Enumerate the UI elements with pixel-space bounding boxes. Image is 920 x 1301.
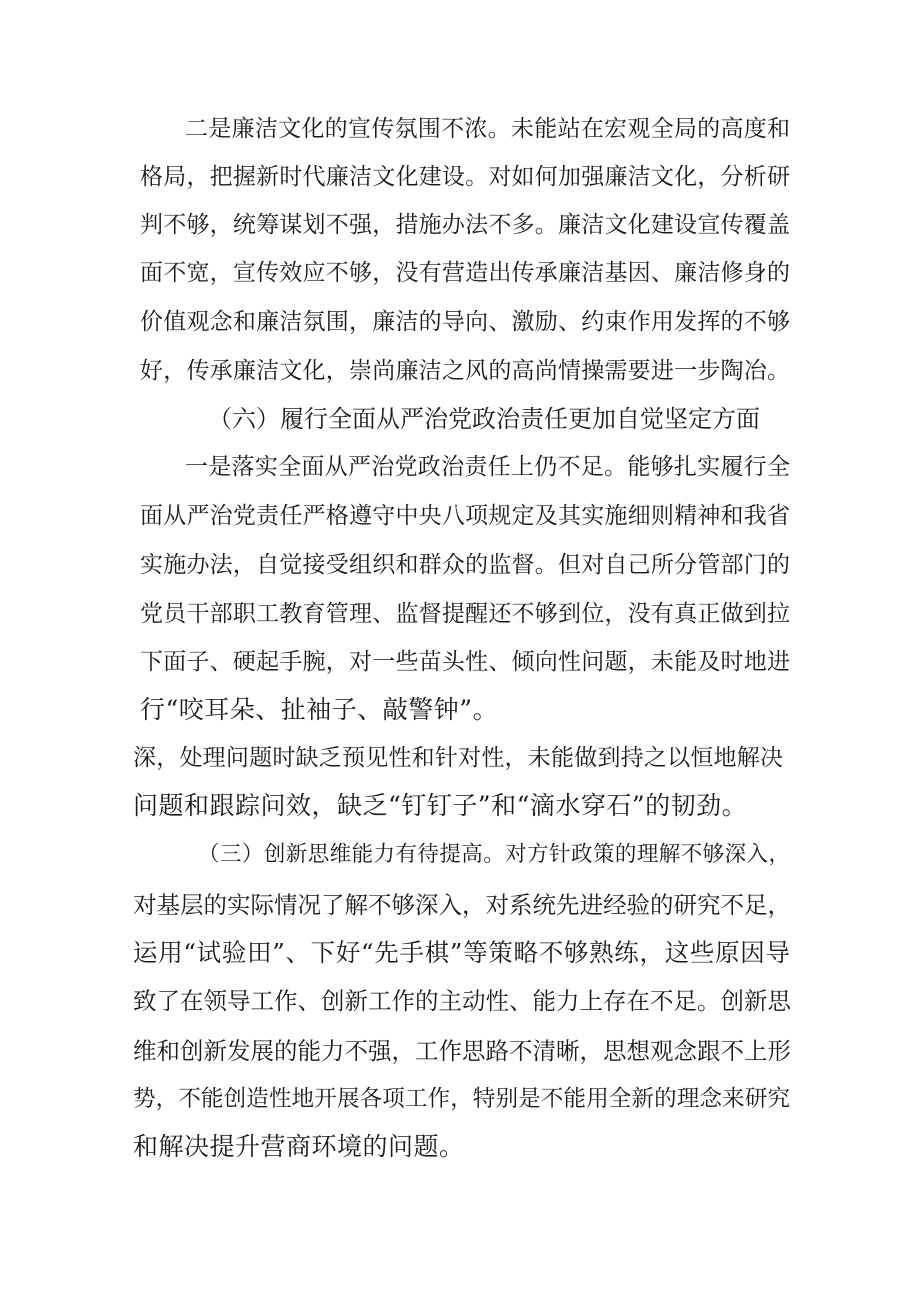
paragraph-4-line-5: 维和创新发展的能力不强，工作思路不清晰，思想观念跟不上形 — [133, 1037, 791, 1065]
paragraph-2-line-6: 行“咬耳朵、扯袖子、敲警钟”。 — [140, 695, 499, 724]
paragraph-4-line-6: 势，不能创造性地开展各项工作，特别是不能用全新的理念来研究 — [133, 1086, 790, 1112]
paragraph-4-line-3: 运用“试验田”、下好“先手棋”等策略不够熟练，这些原因导 — [133, 938, 790, 967]
paragraph-1-line-3: 判不够，统筹谋划不强，措施办法不多。廉洁文化建设宣传覆盖 — [140, 212, 790, 238]
paragraph-2-line-3: 实施办法，自觉接受组织和群众的监督。但对自己所分管部门的 — [140, 552, 790, 578]
paragraph-4-line-7: 和解决提升营商环境的问题。 — [133, 1132, 465, 1161]
paragraph-4-line-2: 对基层的实际情况了解不够深入，对系统先进经验的研究不足， — [133, 891, 791, 919]
paragraph-1-line-5: 价值观念和廉洁氛围，廉洁的导向、激励、约束作用发挥的不够 — [140, 309, 790, 335]
paragraph-2-line-5: 下面子、硬起手腕，对一些苗头性、倾向性问题，未能及时地进 — [140, 649, 790, 675]
paragraph-3-line-2: 问题和跟踪问效，缺乏“钉钉子”和“滴水穿石”的韧劲。 — [133, 791, 748, 820]
paragraph-1-line-2: 格局，把握新时代廉洁文化建设。对如何加强廉洁文化，分析研 — [140, 164, 790, 190]
paragraph-2-line-4: 党员干部职工教育管理、监督提醒还不够到位，没有真正做到拉 — [140, 601, 790, 627]
section-heading-6: （六）履行全面从严治党政治责任更加自觉坚定方面 — [208, 405, 760, 433]
paragraph-2-line-2: 面从严治党责任严格遵守中央八项规定及其实施细则精神和我省 — [140, 503, 790, 529]
paragraph-1-line-1: 二是廉洁文化的宣传氛围不浓。未能站在宏观全局的高度和 — [185, 116, 790, 142]
paragraph-4-line-1: （三）创新思维能力有待提高。对方针政策的理解不够深入， — [198, 842, 790, 867]
paragraph-4-line-4: 致了在领导工作、创新工作的主动性、能力上存在不足。创新思 — [133, 987, 791, 1015]
paragraph-1-line-6: 好，传承廉洁文化，崇尚廉洁之风的高尚情操需要进一步陶冶。 — [140, 358, 790, 384]
paragraph-3-line-1: 深，处理问题时缺乏预见性和针对性，未能做到持之以恒地解决 — [133, 745, 783, 771]
paragraph-1-line-4: 面不宽，宣传效应不够，没有营造出传承廉洁基因、廉洁修身的 — [140, 260, 790, 286]
paragraph-2-line-1: 一是落实全面从严治党政治责任上仍不足。能够扎实履行全 — [185, 454, 790, 480]
